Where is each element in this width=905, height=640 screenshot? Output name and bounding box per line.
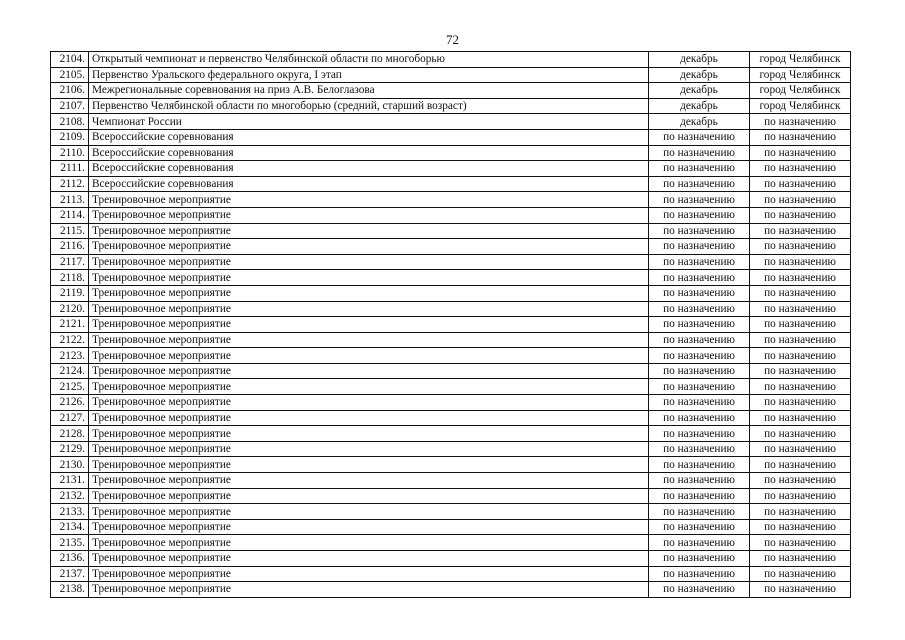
event-place-cell: по назначению: [750, 379, 851, 395]
row-number-cell: 2126.: [51, 395, 89, 411]
event-name-cell: Первенство Уральского федерального округа, I этап: [89, 67, 649, 83]
event-place-cell: по назначению: [750, 519, 851, 535]
event-name-cell: Тренировочное мероприятие: [89, 426, 649, 442]
event-place-cell: по назначению: [750, 145, 851, 161]
table-row: [51, 441, 851, 457]
event-place-cell: по назначению: [750, 535, 851, 551]
event-place-cell: по назначению: [750, 348, 851, 364]
event-date-cell: по назначению: [649, 363, 750, 379]
row-number-cell: 2114.: [51, 207, 89, 223]
table-row: [51, 363, 851, 379]
event-name-cell: Тренировочное мероприятие: [89, 301, 649, 317]
table-row: [51, 379, 851, 395]
table-row: [51, 504, 851, 520]
event-name-cell: Тренировочное мероприятие: [89, 535, 649, 551]
event-date-cell: декабрь: [649, 83, 750, 99]
event-place-cell: по назначению: [750, 410, 851, 426]
event-name-cell: Тренировочное мероприятие: [89, 504, 649, 520]
event-date-cell: по назначению: [649, 254, 750, 270]
event-name-cell: Тренировочное мероприятие: [89, 379, 649, 395]
row-number-cell: 2111.: [51, 161, 89, 177]
event-name-cell: Чемпионат России: [89, 114, 649, 130]
row-number-cell: 2110.: [51, 145, 89, 161]
event-place-cell: по назначению: [750, 504, 851, 520]
event-name-cell: Открытый чемпионат и первенство Челябинской области по многоборью: [89, 52, 649, 68]
table-row: [51, 67, 851, 83]
row-number-cell: 2135.: [51, 535, 89, 551]
event-place-cell: город Челябинск: [750, 67, 851, 83]
table-row: [51, 332, 851, 348]
event-place-cell: по назначению: [750, 395, 851, 411]
row-number-cell: 2136.: [51, 551, 89, 567]
event-date-cell: по назначению: [649, 207, 750, 223]
table-row: [51, 52, 851, 68]
event-name-cell: Тренировочное мероприятие: [89, 441, 649, 457]
event-place-cell: по назначению: [750, 332, 851, 348]
row-number-cell: 2120.: [51, 301, 89, 317]
event-date-cell: по назначению: [649, 348, 750, 364]
event-name-cell: Тренировочное мероприятие: [89, 239, 649, 255]
event-date-cell: по назначению: [649, 410, 750, 426]
row-number-cell: 2108.: [51, 114, 89, 130]
event-name-cell: Межрегиональные соревнования на приз А.В. Белоглазова: [89, 83, 649, 99]
event-name-cell: Тренировочное мероприятие: [89, 395, 649, 411]
table-row: [51, 161, 851, 177]
row-number-cell: 2134.: [51, 519, 89, 535]
event-name-cell: Тренировочное мероприятие: [89, 192, 649, 208]
event-date-cell: по назначению: [649, 457, 750, 473]
table-row: [51, 473, 851, 489]
event-place-cell: по назначению: [750, 582, 851, 598]
table-row: [51, 582, 851, 598]
table-row: [51, 83, 851, 99]
event-date-cell: по назначению: [649, 473, 750, 489]
table-row: [51, 192, 851, 208]
event-name-cell: Тренировочное мероприятие: [89, 285, 649, 301]
event-name-cell: Тренировочное мероприятие: [89, 317, 649, 333]
event-place-cell: город Челябинск: [750, 52, 851, 68]
row-number-cell: 2119.: [51, 285, 89, 301]
event-name-cell: Тренировочное мероприятие: [89, 519, 649, 535]
row-number-cell: 2107.: [51, 98, 89, 114]
event-name-cell: Тренировочное мероприятие: [89, 551, 649, 567]
event-date-cell: по назначению: [649, 488, 750, 504]
row-number-cell: 2117.: [51, 254, 89, 270]
table-row: [51, 535, 851, 551]
row-number-cell: 2118.: [51, 270, 89, 286]
event-place-cell: по назначению: [750, 285, 851, 301]
event-name-cell: Тренировочное мероприятие: [89, 363, 649, 379]
event-name-cell: Тренировочное мероприятие: [89, 488, 649, 504]
event-place-cell: по назначению: [750, 192, 851, 208]
event-name-cell: Тренировочное мероприятие: [89, 457, 649, 473]
row-number-cell: 2112.: [51, 176, 89, 192]
row-number-cell: 2137.: [51, 566, 89, 582]
event-place-cell: по назначению: [750, 473, 851, 489]
event-name-cell: Тренировочное мероприятие: [89, 566, 649, 582]
event-name-cell: Тренировочное мероприятие: [89, 254, 649, 270]
event-date-cell: по назначению: [649, 223, 750, 239]
event-name-cell: Первенство Челябинской области по многоборью (средний, старший возраст): [89, 98, 649, 114]
row-number-cell: 2132.: [51, 488, 89, 504]
event-date-cell: по назначению: [649, 145, 750, 161]
row-number-cell: 2130.: [51, 457, 89, 473]
event-date-cell: по назначению: [649, 270, 750, 286]
event-name-cell: Всероссийские соревнования: [89, 145, 649, 161]
event-name-cell: Тренировочное мероприятие: [89, 410, 649, 426]
event-place-cell: по назначению: [750, 363, 851, 379]
table-row: [51, 176, 851, 192]
event-place-cell: по назначению: [750, 176, 851, 192]
row-number-cell: 2133.: [51, 504, 89, 520]
event-place-cell: по назначению: [750, 301, 851, 317]
event-date-cell: по назначению: [649, 519, 750, 535]
event-name-cell: Всероссийские соревнования: [89, 129, 649, 145]
event-date-cell: декабрь: [649, 98, 750, 114]
row-number-cell: 2109.: [51, 129, 89, 145]
event-date-cell: декабрь: [649, 114, 750, 130]
event-date-cell: по назначению: [649, 176, 750, 192]
row-number-cell: 2127.: [51, 410, 89, 426]
table-row: [51, 114, 851, 130]
event-name-cell: Тренировочное мероприятие: [89, 582, 649, 598]
event-date-cell: по назначению: [649, 332, 750, 348]
event-name-cell: Тренировочное мероприятие: [89, 270, 649, 286]
page-number: 72: [446, 32, 459, 47]
event-date-cell: декабрь: [649, 52, 750, 68]
event-date-cell: по назначению: [649, 426, 750, 442]
event-date-cell: по назначению: [649, 441, 750, 457]
event-date-cell: по назначению: [649, 535, 750, 551]
row-number-cell: 2105.: [51, 67, 89, 83]
row-number-cell: 2113.: [51, 192, 89, 208]
event-place-cell: город Челябинск: [750, 98, 851, 114]
event-name-cell: Тренировочное мероприятие: [89, 223, 649, 239]
event-date-cell: декабрь: [649, 67, 750, 83]
row-number-cell: 2121.: [51, 317, 89, 333]
row-number-cell: 2116.: [51, 239, 89, 255]
event-date-cell: по назначению: [649, 566, 750, 582]
event-place-cell: по назначению: [750, 488, 851, 504]
event-place-cell: город Челябинск: [750, 83, 851, 99]
table-row: [51, 270, 851, 286]
row-number-cell: 2128.: [51, 426, 89, 442]
table-row: [51, 519, 851, 535]
event-place-cell: по назначению: [750, 129, 851, 145]
event-date-cell: по назначению: [649, 285, 750, 301]
table-row: [51, 223, 851, 239]
events-table: [50, 51, 851, 598]
event-name-cell: Всероссийские соревнования: [89, 176, 649, 192]
event-name-cell: Всероссийские соревнования: [89, 161, 649, 177]
row-number-cell: 2129.: [51, 441, 89, 457]
event-place-cell: по назначению: [750, 426, 851, 442]
row-number-cell: 2125.: [51, 379, 89, 395]
events-table-body: [51, 52, 851, 598]
event-place-cell: по назначению: [750, 566, 851, 582]
event-place-cell: по назначению: [750, 551, 851, 567]
table-row: [51, 317, 851, 333]
row-number-cell: 2106.: [51, 83, 89, 99]
row-number-cell: 2138.: [51, 582, 89, 598]
table-row: [51, 301, 851, 317]
event-date-cell: по назначению: [649, 395, 750, 411]
row-number-cell: 2104.: [51, 52, 89, 68]
table-row: [51, 348, 851, 364]
table-row: [51, 145, 851, 161]
event-date-cell: по назначению: [649, 129, 750, 145]
row-number-cell: 2122.: [51, 332, 89, 348]
event-place-cell: по назначению: [750, 161, 851, 177]
event-date-cell: по назначению: [649, 379, 750, 395]
table-row: [51, 98, 851, 114]
event-name-cell: Тренировочное мероприятие: [89, 348, 649, 364]
event-date-cell: по назначению: [649, 504, 750, 520]
event-place-cell: по назначению: [750, 441, 851, 457]
table-row: [51, 239, 851, 255]
event-date-cell: по назначению: [649, 192, 750, 208]
table-row: [51, 426, 851, 442]
event-date-cell: по назначению: [649, 301, 750, 317]
event-name-cell: Тренировочное мероприятие: [89, 207, 649, 223]
event-date-cell: по назначению: [649, 239, 750, 255]
event-date-cell: по назначению: [649, 551, 750, 567]
row-number-cell: 2115.: [51, 223, 89, 239]
table-row: [51, 488, 851, 504]
row-number-cell: 2131.: [51, 473, 89, 489]
row-number-cell: 2123.: [51, 348, 89, 364]
event-date-cell: по назначению: [649, 582, 750, 598]
event-name-cell: Тренировочное мероприятие: [89, 332, 649, 348]
event-name-cell: Тренировочное мероприятие: [89, 473, 649, 489]
table-row: [51, 551, 851, 567]
event-place-cell: по назначению: [750, 254, 851, 270]
table-row: [51, 285, 851, 301]
event-place-cell: по назначению: [750, 114, 851, 130]
event-date-cell: по назначению: [649, 317, 750, 333]
table-row: [51, 207, 851, 223]
event-place-cell: по назначению: [750, 317, 851, 333]
table-row: [51, 129, 851, 145]
table-row: [51, 410, 851, 426]
event-place-cell: по назначению: [750, 223, 851, 239]
event-place-cell: по назначению: [750, 457, 851, 473]
table-row: [51, 457, 851, 473]
event-date-cell: по назначению: [649, 161, 750, 177]
table-row: [51, 566, 851, 582]
table-row: [51, 395, 851, 411]
row-number-cell: 2124.: [51, 363, 89, 379]
event-place-cell: по назначению: [750, 239, 851, 255]
table-row: [51, 254, 851, 270]
event-place-cell: по назначению: [750, 270, 851, 286]
event-place-cell: по назначению: [750, 207, 851, 223]
